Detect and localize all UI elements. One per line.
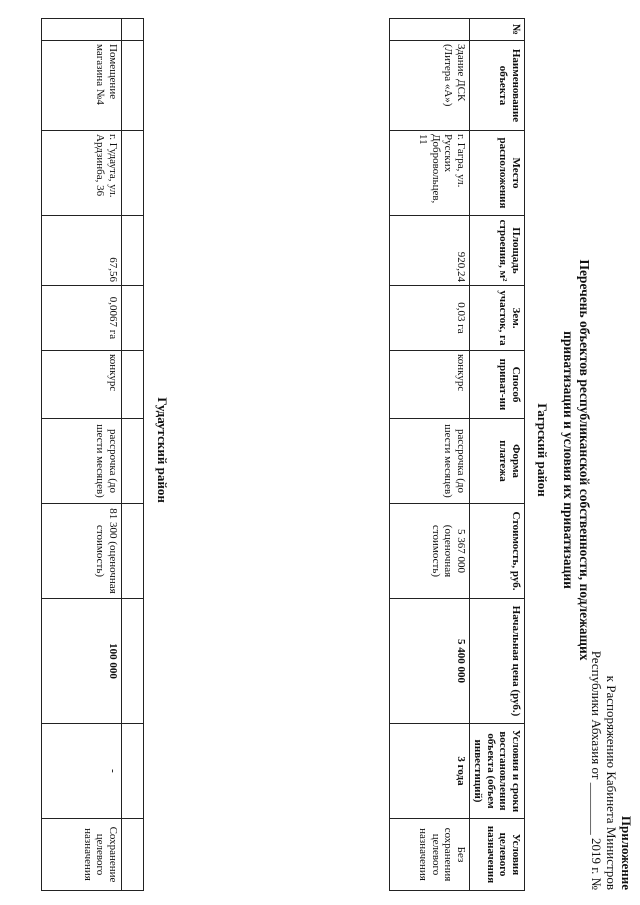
cell-name: Помещение магазина №4 — [42, 41, 122, 131]
appendix-line-2: Республики Абхазия от ________ 2019 г. № — [589, 650, 604, 890]
cell-start-price: 100 000 — [42, 599, 122, 724]
col-header-payment: Форма платежа — [470, 419, 525, 504]
cell-num — [42, 19, 122, 41]
section-gagra: Гагрский район — [535, 403, 550, 497]
gudauta-table — [41, 18, 144, 891]
col-header-method: Способ приват-ии — [470, 351, 525, 419]
cell-method: конкурс — [42, 351, 122, 419]
cell-num — [390, 19, 470, 41]
cell-land: 0,0067 га — [42, 286, 122, 351]
cell-purpose: Сохранение целевого назначения — [42, 819, 122, 891]
cell-name: Здание ДСК (Литера «А») — [390, 41, 470, 131]
col-header-location: Место расположения — [470, 131, 525, 216]
cell-purpose: Без сохранения целевого назначения — [390, 819, 470, 891]
section-gudauta: Гудаутский район — [155, 397, 170, 503]
table-spacer-row — [122, 19, 144, 891]
cell-area: 920,24 — [390, 216, 470, 286]
cell-restore: - — [42, 724, 122, 819]
col-header-name: Наименование объекта — [470, 41, 525, 131]
cell-location: г. Гудаута, ул. Ардзинба, 36 — [42, 131, 122, 216]
document-title — [560, 140, 592, 780]
col-header-area: Площадь строения, м² — [470, 216, 525, 286]
cell-cost: 5 367 000 (оценочная стоимость) — [390, 504, 470, 599]
col-header-land: Зем. участок, га — [470, 286, 525, 351]
col-header-num: № — [470, 19, 525, 41]
title-line-2: приватизации и условия их приватизации — [561, 331, 576, 589]
cell-payment: рассрочка (до шести месяцев) — [390, 419, 470, 504]
cell-start-price: 5 400 000 — [390, 599, 470, 724]
appendix-label: Приложение — [619, 815, 634, 890]
table-row — [42, 19, 122, 891]
table-row — [390, 19, 470, 891]
cell-method: конкурс — [390, 351, 470, 419]
cell-payment: рассрочка (до шести месяцев) — [42, 419, 122, 504]
col-header-cost: Стоимость, руб. — [470, 504, 525, 599]
title-line-1: Перечень объектов республиканской собственности, подлежащих — [577, 259, 592, 661]
col-header-start-price: Начальная цена (руб.) — [470, 599, 525, 724]
table-header-row — [470, 19, 525, 891]
col-header-restore: Условия и сроки восстановления объекта (объем инвестиций) — [470, 724, 525, 819]
cell-cost: 81 300 (оценочная стоимость) — [42, 504, 122, 599]
appendix-line-1: к Распоряжению Кабинета Министров — [604, 675, 619, 890]
cell-land: 0,03 га — [390, 286, 470, 351]
appendix-header — [589, 610, 634, 890]
gagra-table — [389, 18, 525, 891]
col-header-purpose: Условия целевого назначения — [470, 819, 525, 891]
cell-area: 67,56 — [42, 216, 122, 286]
cell-location: г. Гагра, ул. Русских Добровольцев, 11 — [390, 131, 470, 216]
cell-restore: 3 года — [390, 724, 470, 819]
